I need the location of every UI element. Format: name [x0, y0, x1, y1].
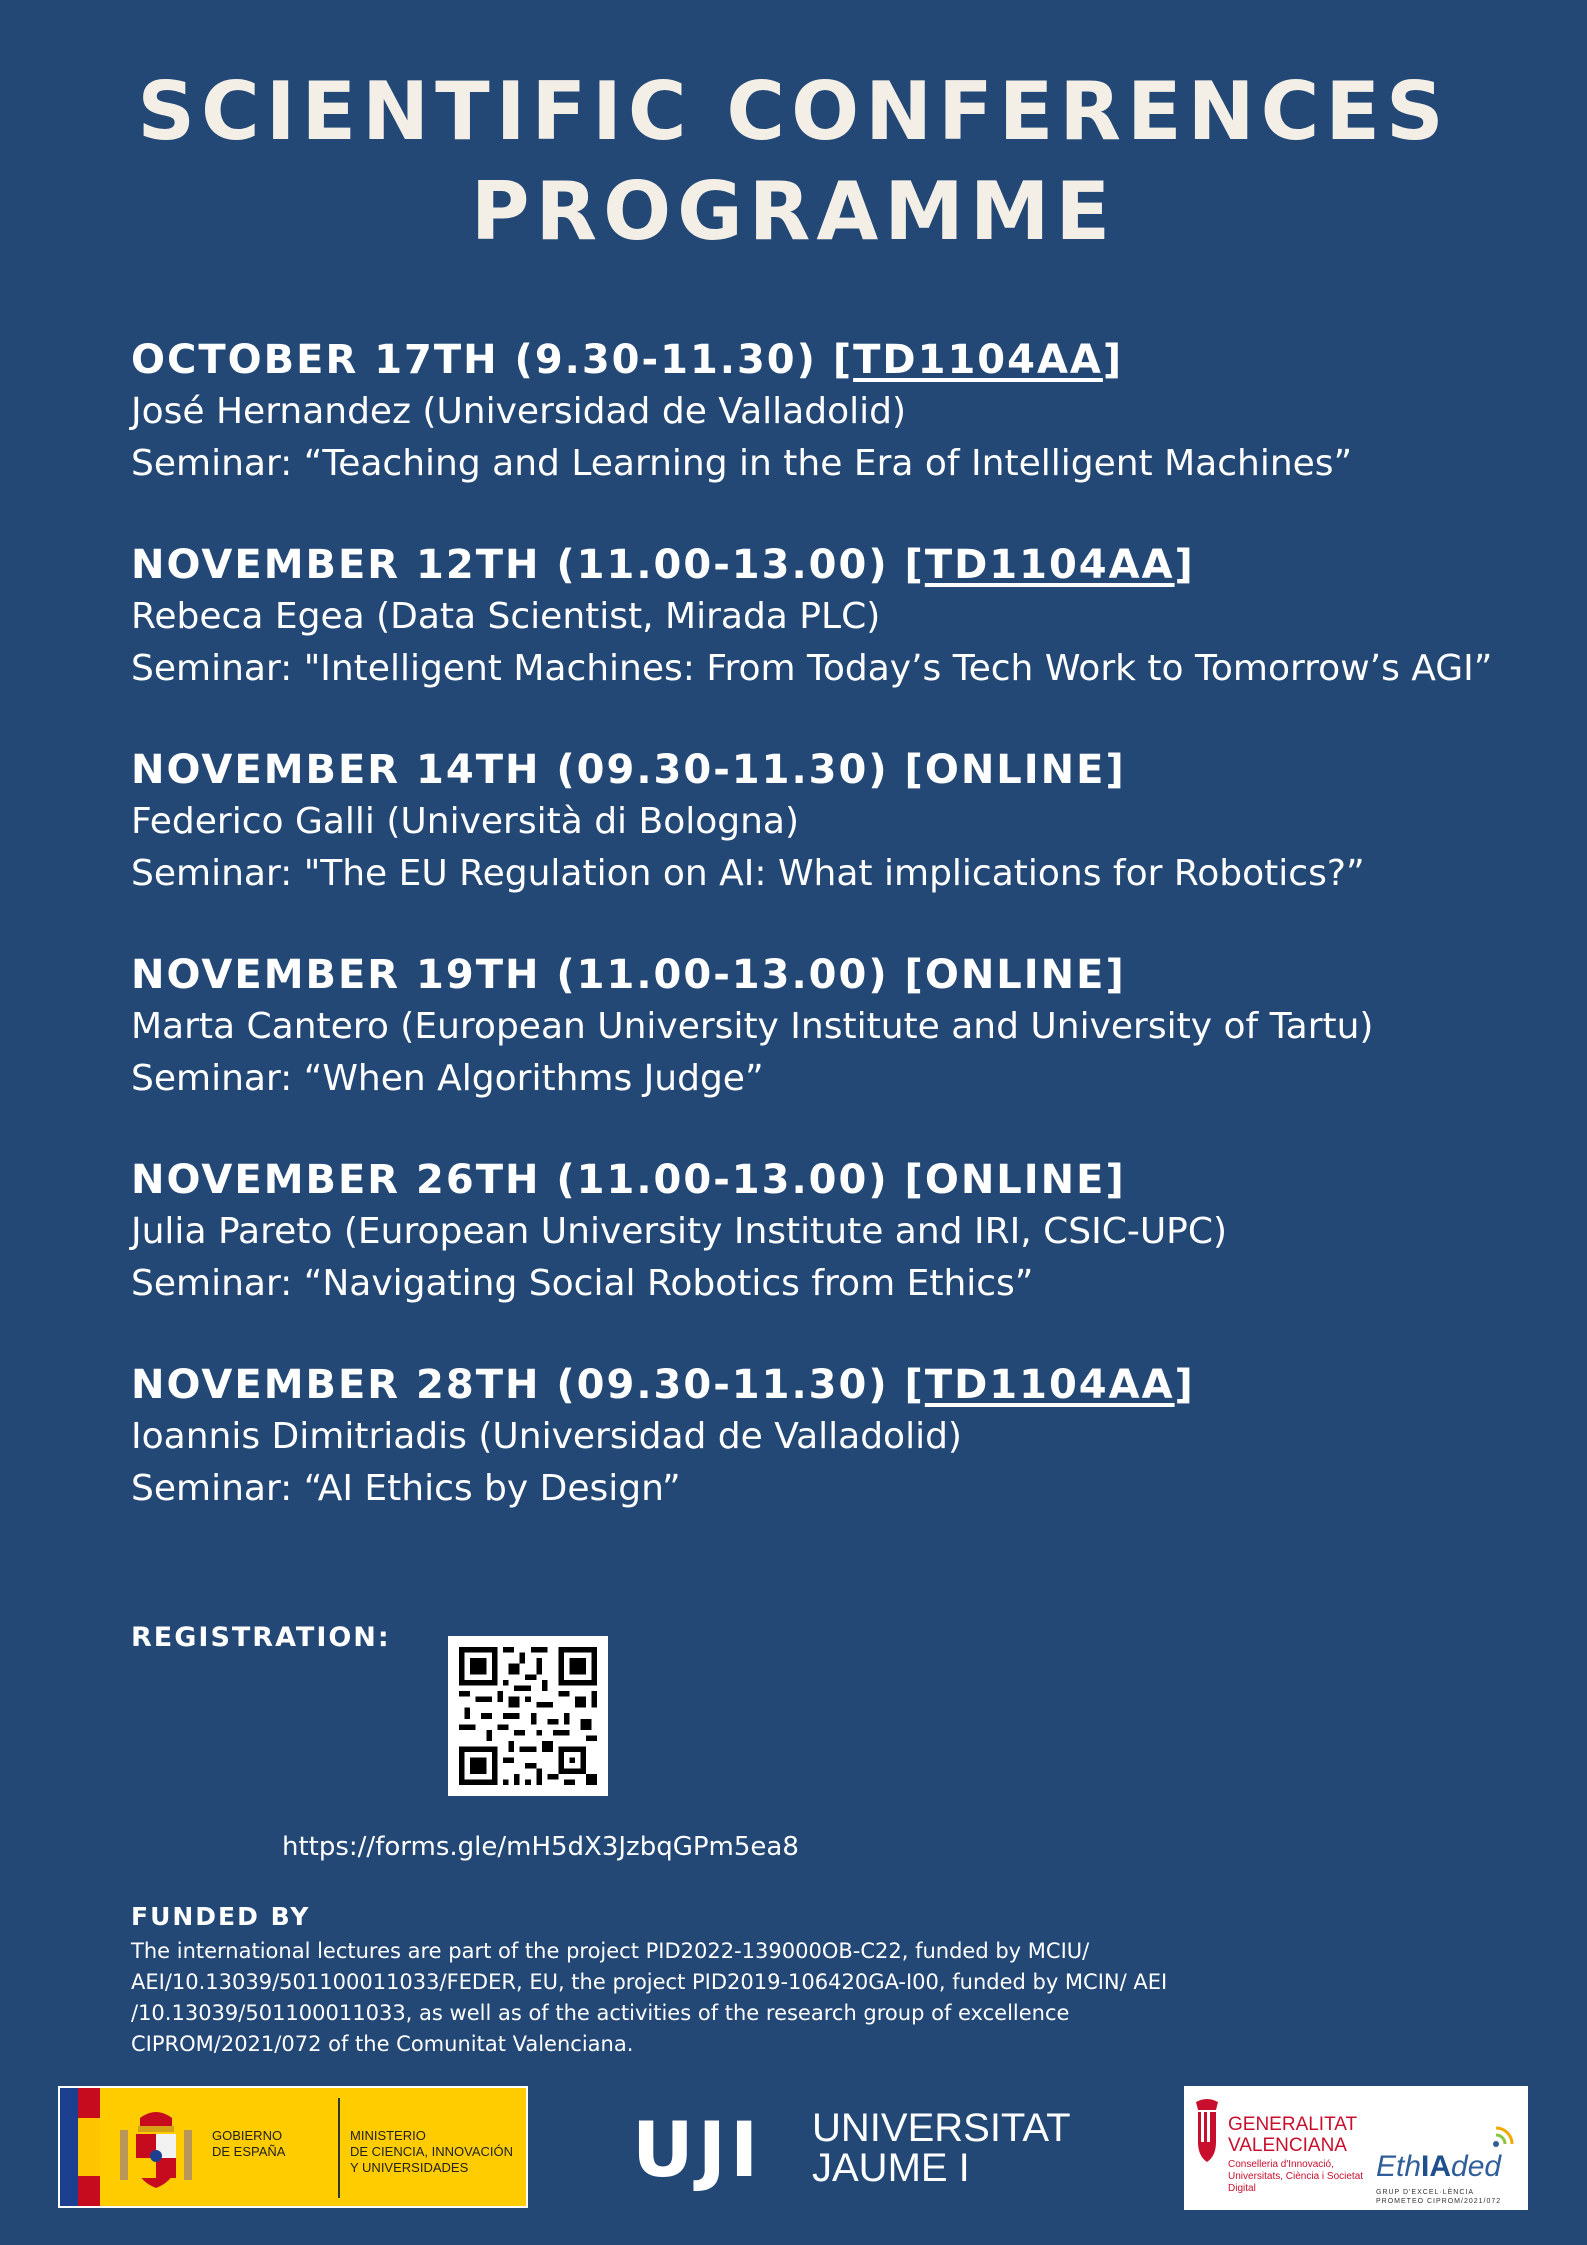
event-seminar: Seminar: “Navigating Social Robotics from Ethics” — [131, 1263, 1034, 1304]
event-item — [131, 539, 1561, 695]
event-room: ONLINE — [924, 952, 1106, 998]
spain-eu-flag-icon — [60, 2088, 100, 2206]
event-room-link[interactable]: TD1104AA — [924, 1362, 1175, 1408]
event-heading — [131, 949, 1561, 1001]
signal-icon — [1490, 2122, 1518, 2150]
conselleria-text: Conselleria d'Innovació, Universitats, Ciència i Societat Digital — [1228, 2159, 1364, 2194]
event-date-time: OCTOBER 17TH (9.30-11.30) [ — [131, 337, 854, 383]
generalitat-ethiaded-logo — [1184, 2086, 1528, 2210]
event-date-time: NOVEMBER 28TH (09.30-11.30) [ — [131, 1362, 925, 1408]
event-seminar: Seminar: “AI Ethics by Design” — [131, 1468, 681, 1509]
ethiaded-name — [1376, 2150, 1501, 2184]
generalitat-emblem-icon — [1192, 2096, 1222, 2166]
eth-part-1: Eth — [1376, 2150, 1422, 2183]
gva-line-2: VALENCIANA — [1228, 2135, 1347, 2156]
gobierno-espana-text: GOBIERNO DE ESPAÑA — [212, 2128, 286, 2159]
event-item — [131, 1359, 1561, 1515]
uji-text — [812, 2108, 1071, 2188]
gva-line-1: GENERALITAT — [1228, 2114, 1358, 2135]
event-bracket: ] — [1105, 747, 1126, 793]
event-seminar: Seminar: "Intelligent Machines: From Today’s Tech Work to Tomorrow’s AGI” — [131, 648, 1493, 689]
event-bracket: ] — [1102, 337, 1124, 383]
event-seminar: Seminar: “When Algorithms Judge” — [131, 1058, 764, 1099]
event-room-link[interactable]: TD1104AA — [853, 337, 1103, 383]
event-speaker: Ioannis Dimitriadis (Universidad de Valladolid) — [131, 1416, 962, 1457]
generalitat-name — [1228, 2114, 1357, 2156]
event-bracket: ] — [1174, 1362, 1195, 1408]
funded-by-label: FUNDED BY — [131, 1902, 311, 1931]
event-date-time: NOVEMBER 14TH (09.30-11.30) [ — [131, 747, 925, 793]
uji-mark: UJI — [632, 2105, 763, 2194]
event-speaker: Julia Pareto (European University Institute and IRI, CSIC-UPC) — [131, 1211, 1228, 1252]
event-bracket: ] — [1174, 542, 1195, 588]
ministerio-text: MINISTERIO DE CIENCIA, INNOVACIÓN Y UNIVERSIDADES — [350, 2128, 514, 2175]
page-title — [0, 62, 1587, 262]
gobierno-espana-logo — [58, 2086, 528, 2208]
eth-part-3: ded — [1451, 2150, 1502, 2183]
event-heading — [131, 1154, 1561, 1206]
logo-divider — [338, 2098, 340, 2198]
event-item — [131, 949, 1561, 1105]
event-room-link[interactable]: TD1104AA — [924, 542, 1175, 588]
registration-qr-code[interactable] — [448, 1636, 608, 1796]
registration-url-link[interactable]: https://forms.gle/mH5dX3JzbqGPm5ea8 — [282, 1832, 799, 1862]
event-list — [131, 334, 1561, 1564]
event-seminar: Seminar: "The EU Regulation on AI: What implications for Robotics?” — [131, 853, 1365, 894]
event-heading — [131, 744, 1561, 796]
event-speaker: Marta Cantero (European University Institute and University of Tartu) — [131, 1006, 1374, 1047]
ethiaded-subtitle: GRUP D'EXCEL·LÈNCIA PROMETEO CIPROM/2021/072 — [1376, 2189, 1502, 2205]
universitat-jaume-i-logo — [632, 2105, 1072, 2194]
event-date-time: NOVEMBER 26TH (11.00-13.00) [ — [131, 1157, 925, 1203]
uji-line-2: JAUME I — [812, 2146, 970, 2190]
event-speaker: José Hernandez (Universidad de Valladolid) — [131, 391, 907, 432]
event-speaker: Rebeca Egea (Data Scientist, Mirada PLC) — [131, 596, 881, 637]
funding-text: The international lectures are part of the project PID2022-139000OB-C22, funded by MCIU/ AEI/10.13039/501100011033/FEDER, EU, the project PID2019-106420GA-I00, funded by MCIN/ AEI /10.13039/501100011033, as well as of the activities of the research group of excellence CIPROM/2021/072 of the Comunitat Valenciana. — [131, 1939, 1168, 2056]
event-item — [131, 334, 1561, 490]
title-line-2: PROGRAMME — [470, 165, 1117, 258]
event-room: ONLINE — [924, 1157, 1106, 1203]
event-item — [131, 1154, 1561, 1310]
event-room: ONLINE — [924, 747, 1106, 793]
eth-part-2: IA — [1421, 2150, 1452, 2183]
event-item — [131, 744, 1561, 900]
coat-of-arms-icon — [116, 2104, 196, 2192]
event-bracket: ] — [1105, 952, 1126, 998]
event-heading — [131, 539, 1561, 591]
event-seminar: Seminar: “Teaching and Learning in the Era of Intelligent Machines” — [131, 443, 1353, 484]
event-date-time: NOVEMBER 12TH (11.00-13.00) [ — [131, 542, 925, 588]
event-heading — [131, 334, 1561, 386]
event-heading — [131, 1359, 1561, 1411]
title-line-1: SCIENTIFIC CONFERENCES — [137, 65, 1450, 158]
event-date-time: NOVEMBER 19TH (11.00-13.00) [ — [131, 952, 925, 998]
event-speaker: Federico Galli (Università di Bologna) — [131, 801, 800, 842]
event-bracket: ] — [1105, 1157, 1126, 1203]
registration-label: REGISTRATION: — [131, 1622, 391, 1653]
uji-line-1: UNIVERSITAT — [812, 2106, 1071, 2150]
